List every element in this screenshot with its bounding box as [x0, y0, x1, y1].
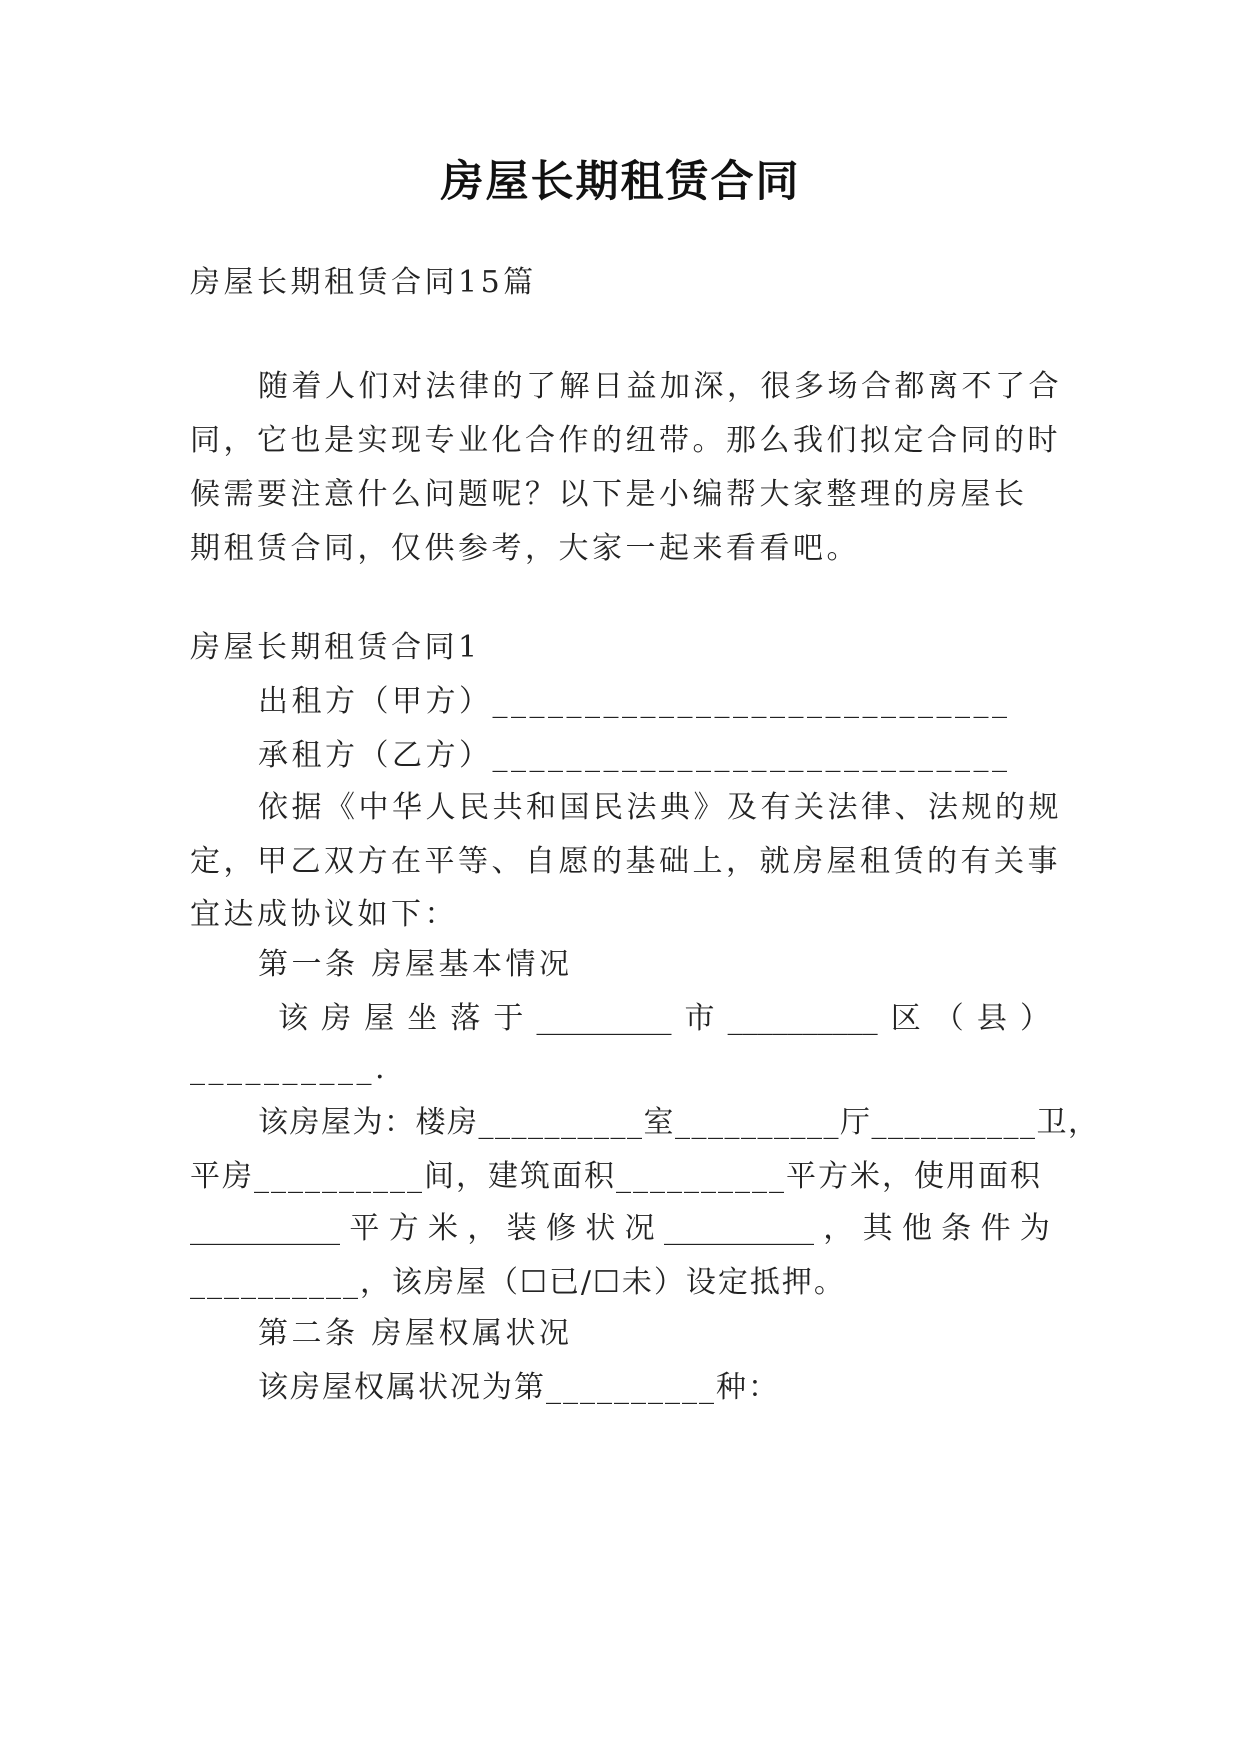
location-token: （ — [933, 1001, 964, 1036]
location-token: 屋 — [364, 1001, 395, 1036]
article-1-heading: 第一条 房屋基本情况 — [258, 947, 573, 982]
house-desc-token: 为 — [1019, 1211, 1050, 1246]
ownership-line: 该房屋权属状况为第__________种： — [258, 1370, 780, 1405]
location-token: 该 — [278, 1001, 308, 1036]
house-desc-token: 修 — [545, 1211, 576, 1246]
house-desc-token: ， — [467, 1211, 498, 1246]
location-token: 坐 — [407, 1001, 438, 1036]
party-a-line: 出租方（甲方）____________________________ — [258, 684, 1011, 719]
location-token: ） — [1019, 1001, 1050, 1036]
location-tail: __________. — [190, 1051, 389, 1086]
house-desc-token: 平 — [349, 1211, 380, 1246]
intro-line: 同，它也是实现专业化合作的纽带。那么我们拟定合同的时 — [190, 423, 1061, 458]
location-token: _________ — [536, 1001, 672, 1036]
section-heading: 房屋长期租赁合同1 — [190, 630, 481, 665]
house-desc-token: __________ — [663, 1211, 814, 1246]
house-desc-token: 他 — [901, 1211, 932, 1246]
location-token: __________ — [727, 1001, 878, 1036]
location-token: 市 — [684, 1001, 715, 1036]
house-desc-token: 装 — [506, 1211, 537, 1246]
house-desc-token: __________ — [190, 1211, 340, 1246]
house-desc-line: 该房屋为：楼房__________室__________厅__________卫， — [258, 1105, 1100, 1140]
location-token: 落 — [450, 1001, 481, 1036]
basis-line: 定，甲乙双方在平等、自愿的基础上，就房屋租赁的有关事 — [190, 844, 1061, 879]
basis-line: 依据《中华人民共和国民法典》及有关法律、法规的规 — [258, 790, 1062, 825]
house-desc-token: 条 — [941, 1211, 972, 1246]
document-subtitle: 房屋长期租赁合同15篇 — [190, 265, 537, 300]
location-token: 县 — [976, 1001, 1007, 1036]
house-desc-line — [190, 1209, 1050, 1249]
house-desc-token: 件 — [980, 1211, 1011, 1246]
intro-line: 随着人们对法律的了解日益加深，很多场合都离不了合 — [258, 369, 1062, 404]
basis-line: 宜达成协议如下： — [190, 897, 458, 932]
house-desc-token: ， — [823, 1211, 854, 1246]
intro-line: 期租赁合同，仅供参考，大家一起来看看吧。 — [190, 531, 860, 566]
document-title: 房屋长期租赁合同 — [440, 157, 801, 207]
house-desc-token: 其 — [862, 1211, 893, 1246]
party-b-line: 承租方（乙方）____________________________ — [258, 738, 1011, 773]
location-token: 区 — [890, 1001, 921, 1036]
house-desc-line: 平房__________间，建筑面积__________平方米，使用面积 — [190, 1159, 1042, 1194]
house-desc-token: 方 — [388, 1211, 419, 1246]
house-desc-token: 状 — [585, 1211, 616, 1246]
house-desc-line: __________，该房屋（☐已/☐未）设定抵押。 — [190, 1265, 846, 1300]
location-token: 房 — [321, 1001, 352, 1036]
article-2-heading: 第二条 房屋权属状况 — [258, 1316, 573, 1351]
location-token: 于 — [493, 1001, 524, 1036]
location-line — [278, 999, 1050, 1039]
house-desc-token: 况 — [624, 1211, 655, 1246]
intro-line: 候需要注意什么问题呢？以下是小编帮大家整理的房屋长 — [190, 477, 1028, 512]
house-desc-token: 米 — [427, 1211, 458, 1246]
